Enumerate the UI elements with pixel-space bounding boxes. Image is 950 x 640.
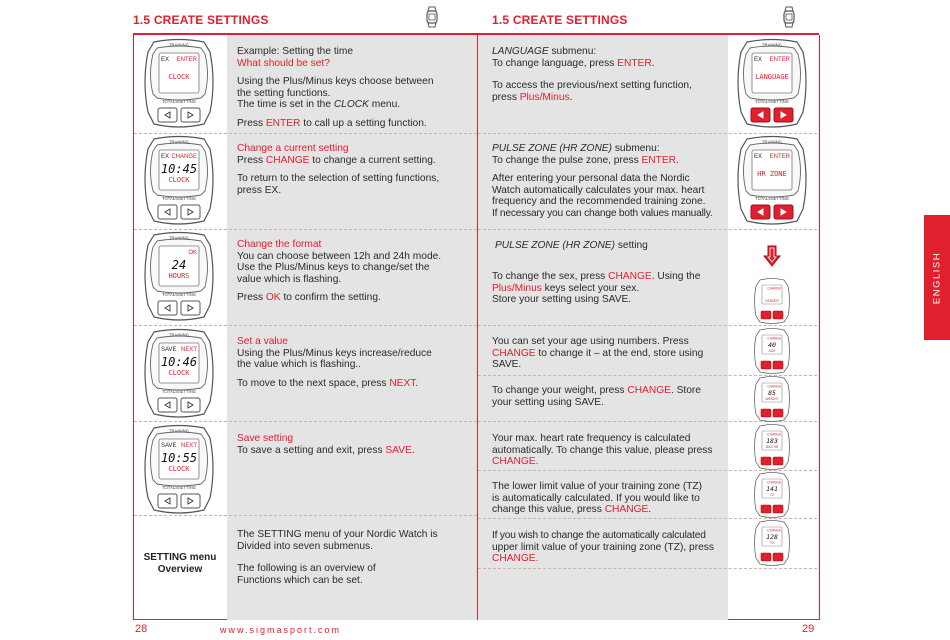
key-name: NEXT bbox=[389, 377, 416, 389]
watch-bottom-left-label: TOTALS bbox=[162, 196, 178, 201]
text-span: press bbox=[492, 91, 520, 103]
minus-key bbox=[158, 301, 177, 315]
block-language bbox=[492, 46, 724, 103]
watch-value: 128 bbox=[766, 533, 778, 541]
block-time-example bbox=[237, 46, 472, 130]
plus-key bbox=[181, 108, 200, 122]
text-line: automatically. To change this value, please press bbox=[492, 444, 713, 456]
watch-bottom-right-label: SETTING bbox=[177, 99, 196, 104]
watch-value: 24 bbox=[171, 258, 187, 272]
minus-key bbox=[158, 108, 177, 122]
watch-value: 10:46 bbox=[160, 355, 198, 369]
text-span: The time is set in the bbox=[237, 99, 334, 111]
watch-right-softkey: ENTER bbox=[769, 154, 790, 160]
watch-illustration bbox=[140, 38, 218, 130]
minus-key bbox=[761, 361, 771, 369]
watch-illustration-small bbox=[753, 520, 791, 566]
text-line: your setting using SAVE. bbox=[492, 396, 604, 408]
subheading: Change a current setting bbox=[237, 143, 349, 154]
watch-bottom-left-label: TOTALS bbox=[162, 99, 178, 104]
plus-key bbox=[773, 457, 783, 465]
watch-illustration bbox=[733, 135, 811, 227]
watch-menu-text: TZ bbox=[770, 493, 774, 497]
watch-left-softkey: EX bbox=[161, 154, 170, 160]
text-line: You can choose between 12h and 24h mode. bbox=[237, 250, 442, 262]
watch-right-softkey: CHANGE bbox=[767, 336, 781, 341]
text-span: . Store bbox=[670, 385, 701, 396]
website-url: www.sigmasport.com bbox=[220, 625, 342, 635]
watch-right-softkey: ENTER bbox=[176, 57, 197, 63]
text-span: . bbox=[651, 57, 655, 69]
overview-label-line: Overview bbox=[157, 564, 203, 575]
watch-bottom-left-label: TOTALS bbox=[755, 99, 771, 104]
block-set-value bbox=[237, 336, 472, 389]
overview-label bbox=[134, 552, 226, 576]
watch-right-softkey: NEXT bbox=[180, 347, 197, 353]
watch-illustration-small bbox=[753, 376, 791, 422]
block-change-setting bbox=[237, 143, 472, 196]
watch-right-softkey: CHANGE bbox=[767, 286, 781, 291]
watch-right-softkey: CHANGE bbox=[767, 480, 781, 485]
text-line: The following is an overview of bbox=[237, 563, 376, 575]
text-line: press EX. bbox=[237, 184, 282, 196]
side-tab-label: ENGLISH bbox=[931, 251, 943, 304]
subheading: Set a value bbox=[237, 336, 288, 347]
plus-key bbox=[773, 505, 783, 513]
right-header: 1.5 CREATE SETTINGS bbox=[492, 13, 628, 27]
watch-right-softkey: CHANGE bbox=[767, 528, 781, 533]
watch-menu-text: CLOCK bbox=[168, 465, 190, 473]
watch-menu-text: WEIGHT bbox=[765, 397, 779, 401]
watch-right-softkey: OK bbox=[188, 250, 197, 256]
text-span: . bbox=[648, 504, 652, 516]
text-span: to call up a setting function. bbox=[300, 117, 427, 129]
left-header: 1.5 CREATE SETTINGS bbox=[133, 13, 269, 27]
watch-right-softkey: CHANGE bbox=[171, 154, 197, 160]
key-name: CHANGE. bbox=[492, 456, 539, 468]
watch-value: 10:55 bbox=[160, 451, 198, 465]
text-line: the value which is flashing.. bbox=[237, 359, 362, 371]
block-menu-overview bbox=[237, 529, 472, 586]
block-age bbox=[492, 336, 724, 371]
watch-illustration bbox=[733, 38, 811, 130]
minus-key bbox=[761, 409, 771, 417]
plus-key bbox=[773, 409, 783, 417]
plus-key bbox=[773, 361, 783, 369]
text-line: is automatically calculated. If you would like to bbox=[492, 492, 700, 504]
key-name: Plus/Minus bbox=[519, 91, 570, 103]
watch-illustration-small bbox=[753, 278, 791, 324]
text-line: To access the previous/next setting function, bbox=[492, 80, 692, 92]
watch-figure bbox=[733, 38, 811, 135]
text-span: PULSE ZONE (HR ZONE) bbox=[492, 143, 612, 154]
watch-figure bbox=[733, 135, 811, 232]
subheading: Change the format bbox=[237, 239, 322, 250]
watch-illustration-small bbox=[753, 424, 791, 470]
text-line: value which is flashing. bbox=[237, 273, 342, 285]
text-line: The SETTING menu of your Nordic Watch is bbox=[237, 529, 438, 540]
text-span: . bbox=[411, 444, 415, 456]
watch-value: 85 bbox=[768, 389, 776, 397]
text-line: upper limit value of your training zone (TZ), press bbox=[492, 541, 714, 553]
block-upper-tz bbox=[492, 530, 724, 565]
text-span: to confirm the setting. bbox=[280, 292, 381, 304]
watch-left-softkey: SAVE bbox=[161, 347, 177, 353]
plus-key bbox=[181, 398, 200, 412]
text-line: SAVE. bbox=[492, 359, 522, 371]
text-span: Press bbox=[237, 117, 266, 129]
text-span: To change language, press bbox=[492, 57, 618, 69]
text-span: . bbox=[676, 154, 679, 166]
key-name: CHANGE bbox=[604, 504, 649, 516]
watch-value: 183 bbox=[766, 437, 778, 445]
key-name: CHANGE bbox=[627, 385, 671, 396]
text-span: To save a setting and exit, press bbox=[237, 444, 386, 456]
text-span: To move to the next space, press bbox=[237, 377, 390, 389]
watch-right-softkey: CHANGE bbox=[767, 432, 781, 437]
watch-left-softkey: EX bbox=[161, 57, 170, 63]
watch-menu-text: LANGUAGE bbox=[755, 73, 789, 81]
watch-menu-text: CLOCK bbox=[168, 176, 190, 184]
watch-bottom-right-label: SETTING bbox=[177, 485, 196, 490]
minus-key bbox=[158, 494, 177, 508]
watch-top-label: TRAINING bbox=[168, 428, 190, 434]
text-line: Watch automatically calculates your max. heart bbox=[492, 184, 705, 196]
block-lower-tz bbox=[492, 481, 724, 516]
watch-figure bbox=[140, 135, 218, 232]
subheading: What should be set? bbox=[237, 57, 330, 69]
watch-bottom-left-label: TOTALS bbox=[162, 292, 178, 297]
watch-menu-text: GENDER bbox=[765, 299, 779, 303]
text-span: LANGUAGE bbox=[492, 46, 549, 57]
text-span: to change it – at the end, store using bbox=[535, 347, 704, 359]
text-span: PULSE ZONE (HR ZONE) bbox=[495, 240, 615, 251]
watch-bottom-right-label: SETTING bbox=[770, 99, 789, 104]
watch-illustration-small bbox=[753, 328, 791, 374]
text-span: Press bbox=[237, 292, 266, 304]
watch-figure-small bbox=[753, 472, 791, 523]
text-span: . bbox=[569, 91, 573, 103]
block-sex bbox=[492, 271, 724, 306]
text-line: Use the Plus/Minus keys to change/set the bbox=[237, 262, 430, 274]
watch-illustration-small bbox=[753, 472, 791, 518]
text-span: Press bbox=[237, 154, 266, 166]
text-line: If necessary you can change both values manually. bbox=[492, 207, 713, 219]
block-save-setting bbox=[237, 433, 472, 456]
plus-key bbox=[181, 205, 200, 219]
watch-bottom-left-label: TOTALS bbox=[162, 389, 178, 394]
page-number-left: 28 bbox=[135, 623, 148, 635]
text-span: to change a current setting. bbox=[309, 154, 436, 166]
watch-figure bbox=[140, 424, 218, 521]
block-pulse-zone-setting bbox=[495, 240, 727, 252]
text-line: Example: Setting the time bbox=[237, 46, 354, 57]
overview-label-line: SETTING menu bbox=[143, 552, 217, 563]
watch-menu-text: AGE bbox=[768, 349, 776, 353]
text-line: After entering your personal data the Nordic bbox=[492, 173, 690, 185]
plus-key bbox=[181, 301, 200, 315]
plus-key bbox=[773, 553, 783, 561]
text-span: To change the pulse zone, press bbox=[492, 154, 642, 166]
watch-figure-small bbox=[753, 424, 791, 475]
watch-illustration bbox=[140, 424, 218, 516]
watch-figure bbox=[140, 328, 218, 425]
key-name: ENTER bbox=[265, 117, 301, 129]
block-change-format bbox=[237, 239, 472, 304]
text-span: To change your weight, press bbox=[492, 385, 628, 396]
minus-key bbox=[761, 553, 771, 561]
text-line: To return to the selection of setting functions, bbox=[237, 173, 440, 185]
watch-top-label: TRAINING bbox=[761, 139, 783, 145]
text-line: You can set your age using numbers. Press bbox=[492, 336, 689, 347]
watch-left-softkey: SAVE bbox=[161, 443, 177, 449]
watch-top-label: TRAINING bbox=[168, 332, 190, 338]
watch-value: 141 bbox=[766, 485, 778, 493]
watch-bottom-left-label: TOTALS bbox=[162, 485, 178, 490]
text-line: The lower limit value of your training zone (TZ) bbox=[492, 481, 703, 492]
text-line: Using the Plus/Minus keys choose between bbox=[237, 76, 434, 88]
key-name: CHANGE bbox=[608, 271, 652, 282]
watch-right-softkey: NEXT bbox=[180, 443, 197, 449]
text-line: If you wish to change the automatically calculated bbox=[492, 530, 706, 541]
watch-figure-small bbox=[753, 278, 791, 329]
plus-key bbox=[773, 311, 783, 319]
text-span: submenu: bbox=[612, 143, 660, 154]
watch-icon bbox=[782, 6, 796, 28]
watch-illustration bbox=[140, 231, 218, 323]
text-span: . Using the bbox=[651, 271, 701, 282]
minus-key bbox=[761, 311, 771, 319]
text-span: setting bbox=[615, 240, 648, 251]
watch-left-softkey: EX bbox=[754, 57, 763, 63]
plus-key bbox=[181, 494, 200, 508]
watch-figure bbox=[140, 231, 218, 328]
text-span: keys select your sex. bbox=[541, 282, 640, 294]
watch-illustration bbox=[140, 135, 218, 227]
watch-bottom-right-label: SETTING bbox=[177, 196, 196, 201]
text-line: Store your setting using SAVE. bbox=[492, 294, 632, 306]
watch-top-label: TRAINING bbox=[168, 42, 190, 48]
key-name: CHANGE bbox=[265, 154, 310, 166]
watch-icon bbox=[425, 6, 439, 28]
block-pulse-zone bbox=[492, 143, 724, 220]
text-line: Divided into seven submenus. bbox=[237, 540, 373, 552]
down-arrow-icon bbox=[763, 245, 781, 267]
watch-top-label: TRAINING bbox=[168, 235, 190, 241]
watch-bottom-right-label: SETTING bbox=[177, 389, 196, 394]
minus-key bbox=[158, 398, 177, 412]
key-name: ENTER bbox=[617, 57, 652, 69]
text-line: Using the Plus/Minus keys increase/reduce bbox=[237, 347, 432, 359]
watch-top-label: TRAINING bbox=[761, 42, 783, 48]
watch-value: 10:45 bbox=[160, 162, 198, 176]
watch-right-softkey: ENTER bbox=[769, 57, 790, 63]
watch-right-softkey: CHANGE bbox=[767, 384, 781, 389]
watch-bottom-right-label: SETTING bbox=[770, 196, 789, 201]
text-line: the setting functions. bbox=[237, 87, 331, 99]
text-span: submenu: bbox=[548, 46, 597, 57]
subheading: Save setting bbox=[237, 433, 294, 444]
text-span: menu. bbox=[368, 99, 401, 111]
text-line: Your max. heart rate frequency is calculated bbox=[492, 433, 691, 444]
watch-value: 40 bbox=[768, 341, 776, 349]
block-weight bbox=[492, 385, 724, 408]
watch-illustration bbox=[140, 328, 218, 420]
text-line: frequency and the recommended training zone. bbox=[492, 196, 706, 208]
text-span: change this value, press bbox=[492, 504, 605, 516]
watch-bottom-left-label: TOTALS bbox=[755, 196, 771, 201]
watch-figure-small bbox=[753, 376, 791, 427]
key-name: OK bbox=[265, 292, 281, 304]
text-line: Functions which can be set. bbox=[237, 574, 363, 586]
watch-menu-text: MAX HR bbox=[765, 445, 779, 449]
page-number-right: 29 bbox=[802, 623, 815, 635]
key-name: CHANGE bbox=[492, 347, 536, 359]
watch-menu-text: CLOCK bbox=[168, 73, 190, 81]
watch-left-softkey: EX bbox=[754, 154, 763, 160]
language-side-tab bbox=[924, 215, 950, 340]
key-name: Plus/Minus bbox=[492, 282, 542, 294]
watch-figure bbox=[140, 38, 218, 135]
watch-menu-text: HOURS bbox=[168, 272, 190, 280]
watch-figure-small bbox=[753, 328, 791, 379]
watch-menu-text: TZ bbox=[770, 541, 774, 545]
text-span: CLOCK bbox=[333, 99, 369, 111]
minus-key bbox=[761, 505, 771, 513]
text-span: To change the sex, press bbox=[492, 271, 609, 282]
watch-menu-text: HR ZONE bbox=[757, 170, 787, 178]
minus-key bbox=[761, 457, 771, 465]
block-max-hr bbox=[492, 433, 724, 468]
minus-key bbox=[158, 205, 177, 219]
key-name: SAVE bbox=[385, 444, 412, 456]
watch-figure-small bbox=[753, 520, 791, 571]
text-span: . bbox=[415, 377, 419, 389]
watch-bottom-right-label: SETTING bbox=[177, 292, 196, 297]
watch-menu-text: CLOCK bbox=[168, 369, 190, 377]
key-name: CHANGE. bbox=[492, 553, 539, 565]
watch-top-label: TRAINING bbox=[168, 139, 190, 145]
key-name: ENTER bbox=[641, 154, 677, 166]
